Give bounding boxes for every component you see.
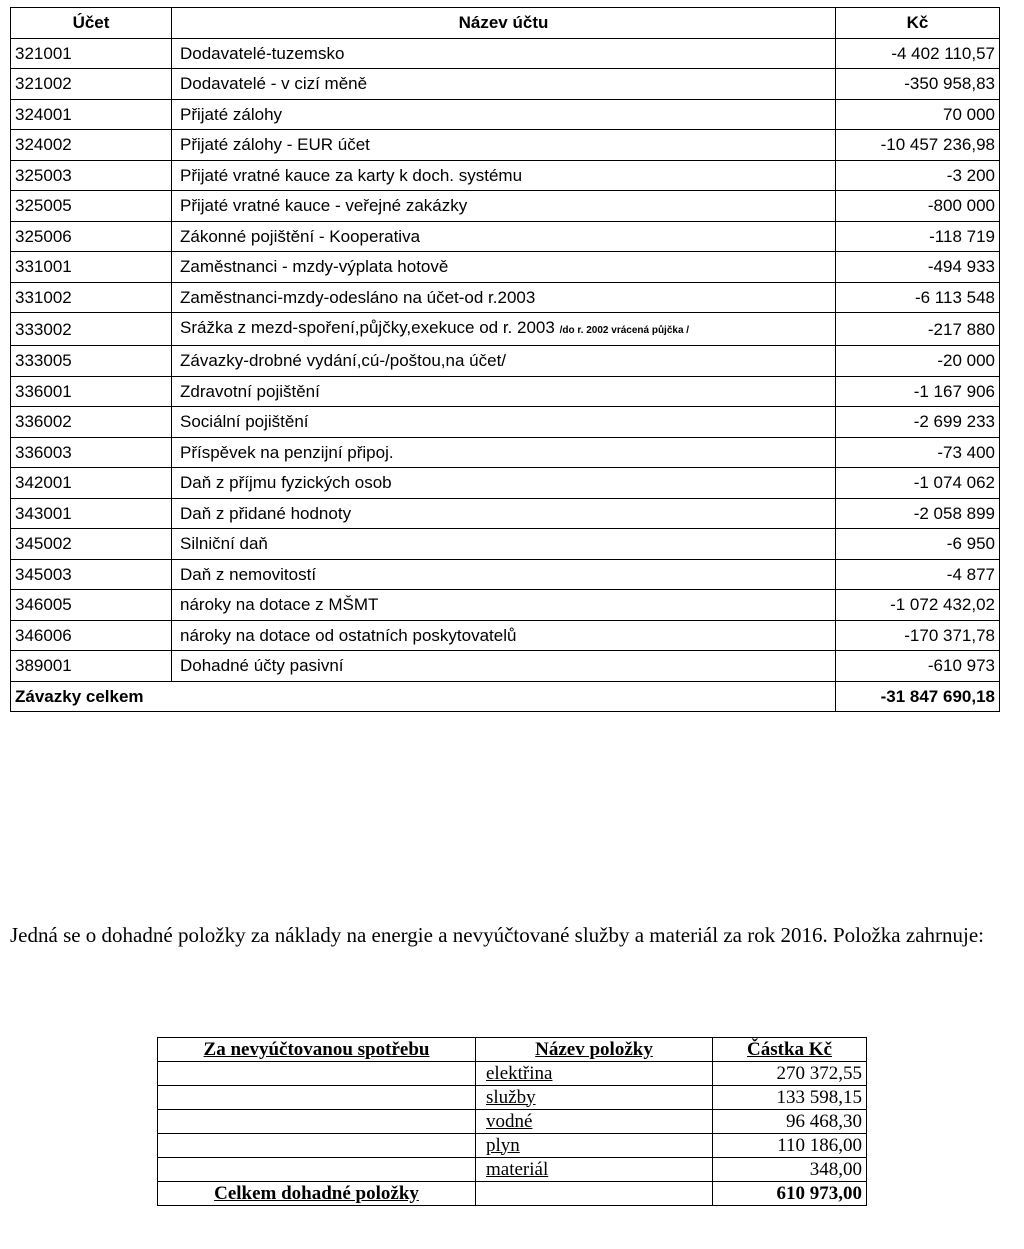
account-name-cell	[172, 559, 836, 590]
account-name-cell	[172, 99, 836, 130]
estimates-empty-cell	[158, 1110, 476, 1134]
account-name: Daň z příjmu fyzických osob	[180, 473, 392, 493]
account-name: Přijaté zálohy	[180, 104, 283, 124]
account-number: 333005	[11, 346, 172, 377]
account-amount: -800 000	[836, 191, 1000, 222]
table-row	[11, 529, 1000, 560]
estimate-item-amount: 270 372,55	[713, 1062, 867, 1086]
account-note: /do r. 2002 vrácená půjčka /	[559, 325, 690, 336]
estimate-item-amount: 110 186,00	[713, 1134, 867, 1158]
account-amount: -6 950	[836, 529, 1000, 560]
account-name: Daň z nemovitostí	[180, 564, 317, 584]
table-row	[11, 346, 1000, 377]
account-number: 325003	[11, 160, 172, 191]
table-row	[158, 1110, 867, 1134]
explanation-paragraph: Jedná se o dohadné položky za náklady na energie a nevyúčtované služby a materiál za rok 2016. Položka zahrnuje:	[10, 923, 984, 947]
table-row	[158, 1158, 867, 1182]
account-number: 321001	[11, 38, 172, 69]
account-name: Přijaté zálohy - EUR účet	[180, 135, 370, 155]
account-name: Závazky-drobné vydání,cú-/poštou,na účet/	[180, 351, 507, 371]
total-amount: -31 847 690,18	[836, 681, 1000, 712]
estimate-item-amount: 96 468,30	[713, 1110, 867, 1134]
table-row	[11, 130, 1000, 161]
account-name: Zákonné pojištění - Kooperativa	[180, 226, 421, 246]
account-name: Silniční daň	[180, 534, 268, 554]
estimate-item-name: služby	[476, 1086, 713, 1110]
account-name-cell	[172, 69, 836, 100]
account-name: Sociální pojištění	[180, 412, 309, 432]
account-name-cell	[172, 160, 836, 191]
account-number: 336001	[11, 376, 172, 407]
account-name-cell	[172, 346, 836, 377]
table-row	[11, 99, 1000, 130]
table-row	[11, 590, 1000, 621]
account-number: 321002	[11, 69, 172, 100]
accounts-body	[11, 38, 1000, 681]
account-name: Zaměstnanci-mzdy-odesláno na účet-od r.2003	[180, 287, 536, 307]
table-row	[11, 468, 1000, 499]
account-number: 343001	[11, 498, 172, 529]
account-name-cell	[172, 620, 836, 651]
account-name: Zdravotní pojištění	[180, 381, 320, 401]
estimates-total-amount: 610 973,00	[713, 1182, 867, 1206]
account-amount: -4 402 110,57	[836, 38, 1000, 69]
account-number: 336003	[11, 437, 172, 468]
account-name: Příspěvek na penzijní připoj.	[180, 442, 394, 462]
account-name-cell	[172, 529, 836, 560]
account-amount: -1 074 062	[836, 468, 1000, 499]
account-name: Přijaté vratné kauce - veřejné zakázky	[180, 196, 468, 216]
account-number: 346006	[11, 620, 172, 651]
table-row	[11, 407, 1000, 438]
account-number: 333002	[11, 313, 172, 346]
account-number: 342001	[11, 468, 172, 499]
account-number: 346005	[11, 590, 172, 621]
table-row	[11, 313, 1000, 346]
account-amount: -3 200	[836, 160, 1000, 191]
account-name: Dodavatelé-tuzemsko	[180, 43, 345, 63]
account-name: Daň z přidané hodnoty	[180, 503, 352, 523]
table-row	[11, 620, 1000, 651]
account-number: 331002	[11, 282, 172, 313]
table-row	[11, 160, 1000, 191]
table-row	[11, 191, 1000, 222]
account-amount: -217 880	[836, 313, 1000, 346]
account-name-cell	[172, 282, 836, 313]
account-name: Dohadné účty pasivní	[180, 656, 344, 676]
account-amount: -10 457 236,98	[836, 130, 1000, 161]
account-amount: -170 371,78	[836, 620, 1000, 651]
account-number: 325006	[11, 221, 172, 252]
account-number: 325005	[11, 191, 172, 222]
account-name-cell	[172, 590, 836, 621]
estimates-total-empty	[476, 1182, 713, 1206]
account-number: 389001	[11, 651, 172, 682]
estimates-empty-cell	[158, 1158, 476, 1182]
account-name-cell	[172, 437, 836, 468]
table-row	[11, 376, 1000, 407]
account-amount: -1 072 432,02	[836, 590, 1000, 621]
account-name-cell	[172, 313, 836, 346]
account-amount: -2 058 899	[836, 498, 1000, 529]
header-account: Účet	[11, 8, 172, 39]
account-number: 331001	[11, 252, 172, 283]
table-row	[11, 282, 1000, 313]
table-row	[11, 221, 1000, 252]
estimates-header-row	[158, 1038, 867, 1062]
table-row	[11, 252, 1000, 283]
account-name-cell	[172, 407, 836, 438]
estimates-total-row	[158, 1182, 867, 1206]
account-amount: -118 719	[836, 221, 1000, 252]
account-amount: -73 400	[836, 437, 1000, 468]
estimate-item-name: plyn	[476, 1134, 713, 1158]
estimates-table	[157, 1037, 867, 1206]
account-name: Srážka z mezd-spoření,půjčky,exekuce od r. 2003	[180, 318, 555, 337]
estimate-item-name: materiál	[476, 1158, 713, 1182]
account-name-cell	[172, 252, 836, 283]
table-row	[158, 1086, 867, 1110]
table-row	[11, 559, 1000, 590]
account-amount: -1 167 906	[836, 376, 1000, 407]
estimate-item-name: elektřina	[476, 1062, 713, 1086]
account-number: 324001	[11, 99, 172, 130]
account-amount: -6 113 548	[836, 282, 1000, 313]
table-row	[158, 1062, 867, 1086]
account-name-cell	[172, 651, 836, 682]
table-row	[11, 38, 1000, 69]
account-name-cell	[172, 498, 836, 529]
account-name-cell	[172, 376, 836, 407]
accounts-total-row	[11, 681, 1000, 712]
account-number: 336002	[11, 407, 172, 438]
estimates-empty-cell	[158, 1134, 476, 1158]
account-name: nároky na dotace od ostatních poskytovatelů	[180, 625, 517, 645]
account-name-cell	[172, 468, 836, 499]
estimate-item-amount: 348,00	[713, 1158, 867, 1182]
estimate-item-amount: 133 598,15	[713, 1086, 867, 1110]
table-row	[11, 498, 1000, 529]
estimates-body	[158, 1062, 867, 1182]
account-name-cell	[172, 38, 836, 69]
total-label: Závazky celkem	[11, 681, 836, 712]
table-row	[11, 69, 1000, 100]
estimates-empty-cell	[158, 1062, 476, 1086]
table-row	[11, 651, 1000, 682]
header-item-amount: Částka Kč	[713, 1038, 867, 1062]
account-name: nároky na dotace z MŠMT	[180, 595, 379, 615]
header-consumption: Za nevyúčtovanou spotřebu	[158, 1038, 476, 1062]
header-account-name: Název účtu	[172, 8, 836, 39]
account-amount: -2 699 233	[836, 407, 1000, 438]
accounts-header-row	[11, 8, 1000, 39]
account-amount: -494 933	[836, 252, 1000, 283]
account-amount: 70 000	[836, 99, 1000, 130]
header-item-name: Název položky	[476, 1038, 713, 1062]
estimates-total-label: Celkem dohadné položky	[158, 1182, 476, 1206]
header-amount: Kč	[836, 8, 1000, 39]
account-number: 345002	[11, 529, 172, 560]
account-name-cell	[172, 191, 836, 222]
account-name: Přijaté vratné kauce za karty k doch. systému	[180, 165, 523, 185]
account-amount: -4 877	[836, 559, 1000, 590]
account-amount: -20 000	[836, 346, 1000, 377]
account-number: 345003	[11, 559, 172, 590]
estimates-empty-cell	[158, 1086, 476, 1110]
accounts-table	[10, 7, 1000, 712]
account-name: Dodavatelé - v cizí měně	[180, 74, 368, 94]
account-number: 324002	[11, 130, 172, 161]
account-amount: -350 958,83	[836, 69, 1000, 100]
estimate-item-name: vodné	[476, 1110, 713, 1134]
account-name-cell	[172, 221, 836, 252]
account-name: Zaměstnanci - mzdy-výplata hotově	[180, 257, 449, 277]
table-row	[158, 1134, 867, 1158]
account-name-cell	[172, 130, 836, 161]
table-row	[11, 437, 1000, 468]
account-amount: -610 973	[836, 651, 1000, 682]
